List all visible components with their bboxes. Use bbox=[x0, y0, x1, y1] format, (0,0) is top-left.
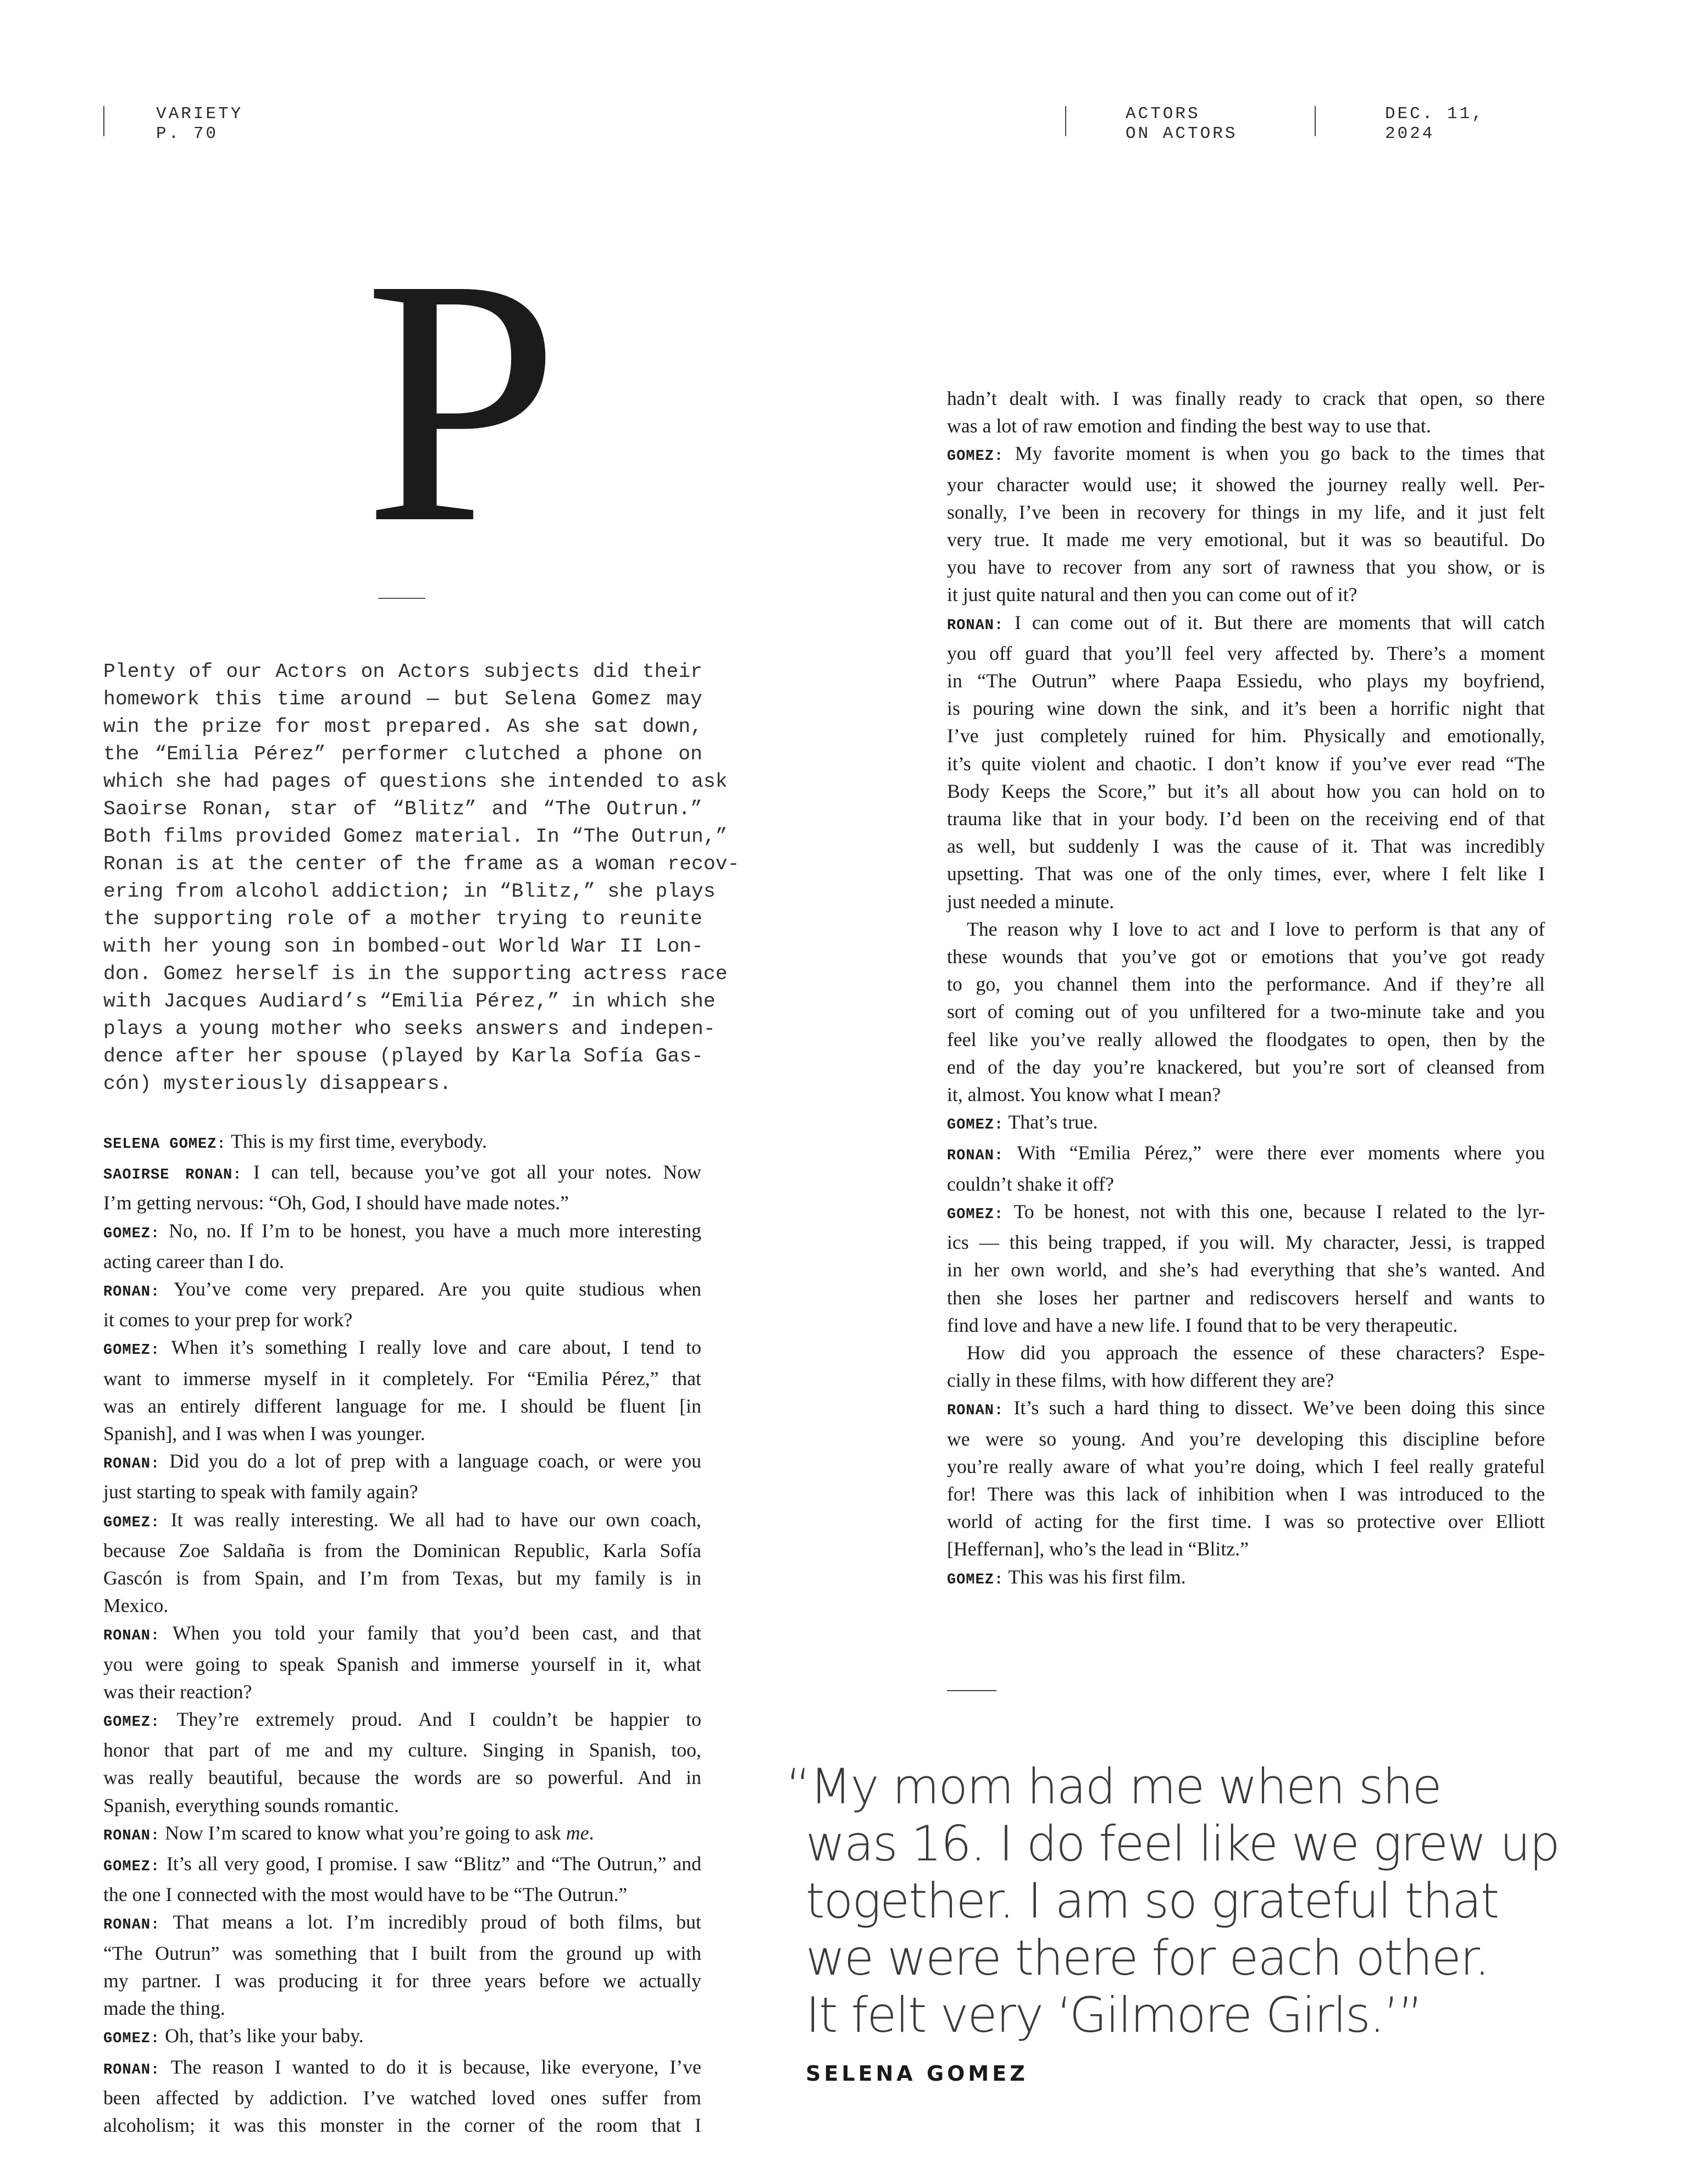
line-text: you were going to speak Spanish and immerse yourself in it, what bbox=[103, 1653, 701, 1675]
header-section bbox=[1126, 104, 1237, 144]
interview-line bbox=[103, 2084, 701, 2111]
interview-line bbox=[947, 581, 1545, 608]
interview-line bbox=[103, 1306, 701, 1333]
line-text: Mexico. bbox=[103, 1594, 169, 1617]
speaker-label: RONAN: bbox=[947, 1148, 1004, 1165]
interview-line bbox=[103, 1940, 701, 1967]
line-text: They’re extremely proud. And I couldn’t be happier to bbox=[176, 1708, 701, 1731]
interview-line bbox=[103, 1592, 701, 1619]
line-text: [Heffernan], who’s the lead in “Blitz.” bbox=[947, 1538, 1249, 1560]
line-text: How did you approach the essence of these characters? Espe- bbox=[967, 1341, 1545, 1364]
speaker-label: RONAN: bbox=[947, 617, 1004, 634]
interview-line bbox=[103, 1365, 701, 1392]
line-text: Gascón is from Spain, and I’m from Texas, but my family is in bbox=[103, 1567, 701, 1590]
speaker-label: RONAN: bbox=[947, 1403, 1004, 1420]
line-text: made the thing. bbox=[103, 1997, 225, 2020]
pull-quote-line: we were there for each other. bbox=[806, 1930, 1489, 1986]
line-text: you’re really aware of what you’re doing, which I feel really grateful bbox=[947, 1455, 1545, 1477]
line-text: been affected by addiction. I’ve watched loved ones suffer from bbox=[103, 2086, 701, 2109]
line-text: You’ve come very prepared. Are you quite studious when bbox=[173, 1278, 702, 1301]
interview-line bbox=[947, 750, 1545, 777]
speaker-label: RONAN: bbox=[103, 2061, 160, 2079]
speaker-label: GOMEZ: bbox=[103, 1514, 160, 1531]
interview-line bbox=[947, 1480, 1545, 1508]
intro-line: dence after her spouse (played by Karla Sofía Gas- bbox=[103, 1045, 703, 1068]
speaker-label: RONAN: bbox=[103, 1284, 160, 1301]
interview-line bbox=[947, 915, 1545, 943]
line-text: I can come out of it. But there are moments that will catch bbox=[1015, 611, 1545, 633]
interview-line bbox=[947, 667, 1545, 694]
interview-line bbox=[103, 1447, 701, 1478]
interview-line bbox=[947, 471, 1545, 498]
interview-line bbox=[947, 1394, 1545, 1425]
interview-line bbox=[947, 970, 1545, 998]
intro-line: with her young son in bombed-out World War II Lon- bbox=[103, 935, 703, 958]
speaker-label: RONAN: bbox=[103, 1917, 160, 1934]
interview-line bbox=[947, 1081, 1545, 1108]
pull-quote-line: together. I am so grateful that bbox=[806, 1872, 1499, 1929]
drop-cap: P bbox=[364, 207, 559, 596]
line-text: Did you do a lot of prep with a language coach, or were you bbox=[169, 1450, 701, 1472]
intro-line: the supporting role of a mother trying to reunite bbox=[103, 908, 702, 930]
line-text: it’s quite violent and chaotic. I don’t know if you’ve ever read “The bbox=[947, 752, 1545, 775]
line-text: cially in these films, with how different they are? bbox=[947, 1369, 1334, 1392]
interview-line bbox=[947, 1139, 1545, 1170]
speaker-label: RONAN: bbox=[103, 1456, 160, 1473]
interview-line bbox=[947, 385, 1545, 412]
intro-line: Ronan is at the center of the frame as a woman recov- bbox=[103, 853, 740, 875]
interview-line bbox=[103, 2053, 701, 2084]
interview-line bbox=[103, 1819, 701, 1850]
speaker-label: GOMEZ: bbox=[103, 1342, 160, 1359]
line-text: I’m getting nervous: “Oh, God, I should have made notes.” bbox=[103, 1192, 569, 1214]
intro-line: with Jacques Audiard’s “Emilia Pérez,” in which she bbox=[103, 990, 716, 1013]
line-text: to go, you channel them into the performance. And if they’re all bbox=[947, 973, 1545, 996]
line-text: When you told your family that you’d been cast, and that bbox=[172, 1622, 701, 1644]
interview-line bbox=[103, 1564, 701, 1592]
interview-line bbox=[947, 943, 1545, 970]
pull-quote-attribution: SELENA GOMEZ bbox=[806, 2061, 1028, 2086]
interview-line bbox=[103, 1678, 701, 1705]
line-text: upsetting. That was one of the only times, ever, where I felt like I bbox=[947, 863, 1545, 885]
line-text: Now I’m scared to know what you’re going to ask bbox=[165, 1821, 566, 1844]
line-text: very true. It made me very emotional, but it was so beautiful. Do bbox=[947, 529, 1545, 551]
interview-line bbox=[103, 1850, 701, 1881]
line-text: trauma like that in your body. I’d been on the receiving end of that bbox=[947, 808, 1545, 830]
speaker-label: RONAN: bbox=[103, 1827, 160, 1844]
interview-line bbox=[947, 888, 1545, 915]
interview-line bbox=[947, 1366, 1545, 1394]
drop-cap-rule bbox=[378, 598, 425, 599]
line-text: acting career than I do. bbox=[103, 1250, 284, 1272]
line-text: “The Outrun” was something that I built from the ground up with bbox=[103, 1942, 701, 1964]
intro-line: ering from alcohol addiction; in “Blitz,” she plays bbox=[103, 880, 716, 903]
interview-line bbox=[103, 1908, 701, 1939]
pull-quote-line: It felt very ‘Gilmore Girls.’” bbox=[806, 1987, 1422, 2043]
line-text: in “The Outrun” where Paapa Essiedu, who plays my boyfriend, bbox=[947, 670, 1545, 692]
speaker-label: GOMEZ: bbox=[947, 1117, 1004, 1134]
line-text: feel like you’ve really allowed the floodgates to open, then by the bbox=[947, 1028, 1545, 1051]
interview-line bbox=[103, 2022, 701, 2053]
line-text: No, no. If I’m to be honest, you have a much more interesting bbox=[169, 1219, 702, 1242]
emphasis-text: me bbox=[566, 1821, 589, 1844]
interview-line bbox=[103, 1650, 701, 1678]
interview-line bbox=[103, 1333, 701, 1364]
line-text: you have to recover from any sort of rawness that you show, or is bbox=[947, 556, 1545, 579]
interview-line bbox=[103, 1705, 701, 1736]
interview-line bbox=[947, 498, 1545, 526]
interview-line bbox=[103, 1537, 701, 1564]
line-text: end of the day you’re knackered, but you’re sort of cleansed from bbox=[947, 1055, 1545, 1078]
speaker-label: GOMEZ: bbox=[103, 1714, 160, 1731]
intro-line: Plenty of our Actors on Actors subjects did their bbox=[103, 660, 702, 683]
line-text: sonally, I’ve been in recovery for things in my life, and it just felt bbox=[947, 501, 1545, 523]
line-text: Oh, that’s like your baby. bbox=[165, 2025, 364, 2047]
speaker-label: GOMEZ: bbox=[103, 2031, 160, 2048]
section-line-2: ON ACTORS bbox=[1126, 124, 1238, 143]
line-text: That’s true. bbox=[1008, 1111, 1098, 1133]
header-rule-left bbox=[103, 106, 104, 136]
interview-line bbox=[103, 1392, 701, 1420]
interview-line bbox=[103, 1967, 701, 1994]
line-text: then she loses her partner and rediscovers herself and wants to bbox=[947, 1286, 1545, 1309]
line-text: Body Keeps the Score,” but it’s all about how you can hold on to bbox=[947, 780, 1545, 802]
interview-line bbox=[947, 526, 1545, 553]
intro-line: cón) mysteriously disappears. bbox=[103, 1072, 452, 1095]
interview-line bbox=[947, 609, 1545, 640]
interview-line bbox=[103, 1189, 701, 1216]
line-text: my partner. I was producing it for three years before we actually bbox=[103, 1969, 701, 1992]
interview-line bbox=[103, 1881, 701, 1908]
interview-line bbox=[947, 553, 1545, 581]
interview-line bbox=[947, 1229, 1545, 1256]
line-text: With “Emilia Pérez,” were there ever moments where you bbox=[1017, 1142, 1545, 1164]
line-text: your character would use; it showed the journey really well. Per- bbox=[947, 473, 1545, 496]
line-text: was really beautiful, because the words are so powerful. And in bbox=[103, 1766, 701, 1789]
intro-line: Saoirse Ronan, star of “Blitz” and “The Outrun.” bbox=[103, 798, 702, 820]
intro-line: which she had pages of questions she intended to ask bbox=[103, 770, 728, 793]
pull-quote-line: “My mom had me when she bbox=[786, 1758, 1441, 1815]
date-line-2: 2024 bbox=[1385, 124, 1435, 143]
interview-line bbox=[947, 1026, 1545, 1053]
intro-line: Both films provided Gomez material. In “The Outrun,” bbox=[103, 825, 728, 848]
line-text: My favorite moment is when you go back to the times that bbox=[1015, 442, 1545, 465]
line-text: for! There was this lack of inhibition when I was introduced to the bbox=[947, 1482, 1545, 1505]
line-text: Spanish], and I was when I was younger. bbox=[103, 1422, 425, 1445]
publication-name: VARIETY bbox=[156, 104, 243, 124]
interview-line bbox=[947, 1508, 1545, 1535]
interview-line bbox=[947, 1170, 1545, 1198]
interview-line bbox=[103, 1478, 701, 1505]
interview-line bbox=[947, 1256, 1545, 1283]
section-line-1: ACTORS bbox=[1126, 104, 1200, 124]
line-text: it comes to your prep for work? bbox=[103, 1309, 353, 1331]
line-text: That means a lot. I’m incredibly proud of both films, but bbox=[173, 1911, 701, 1933]
interview-line bbox=[103, 1619, 701, 1650]
line-text: because Zoe Saldaña is from the Dominican Republic, Karla Sofía bbox=[103, 1539, 701, 1561]
interview-line bbox=[947, 1535, 1545, 1563]
line-text: I can tell, because you’ve got all your notes. Now bbox=[253, 1161, 702, 1183]
date-line-1: DEC. 11, bbox=[1385, 104, 1484, 124]
line-text: It’s such a hard thing to dissect. We’ve been doing this since bbox=[1013, 1397, 1545, 1419]
line-text: I’ve just completely ruined for him. Physically and emotionally, bbox=[947, 725, 1545, 747]
line-text: as well, but suddenly I was the cause of it. That was incredibly bbox=[947, 835, 1545, 858]
interview-line bbox=[947, 412, 1545, 440]
header-rule-right bbox=[1315, 106, 1316, 136]
intro-line: plays a young mother who seeks answers and indepen- bbox=[103, 1018, 716, 1040]
interview-line bbox=[947, 640, 1545, 667]
line-text: just needed a minute. bbox=[947, 890, 1115, 913]
line-text: it just quite natural and then you can come out of it? bbox=[947, 583, 1357, 606]
interview-line bbox=[103, 1127, 701, 1158]
interview-line bbox=[947, 777, 1545, 805]
header-rule-mid bbox=[1065, 106, 1066, 136]
interview-line bbox=[947, 998, 1545, 1025]
interview-line bbox=[103, 1420, 701, 1447]
speaker-label: RONAN: bbox=[103, 1628, 160, 1645]
speaker-label: GOMEZ: bbox=[103, 1225, 160, 1242]
speaker-label: GOMEZ: bbox=[103, 1859, 160, 1876]
interview-line bbox=[103, 1994, 701, 2022]
interview-column-right bbox=[947, 385, 1545, 1594]
line-text: we were so young. And you’re developing this discipline before bbox=[947, 1427, 1545, 1450]
line-text: the one I connected with the most would have to be “The Outrun.” bbox=[103, 1883, 628, 1906]
speaker-label: SAOIRSE RONAN: bbox=[103, 1167, 242, 1184]
interview-line bbox=[947, 1453, 1545, 1480]
line-text: ics — this being trapped, if you will. My character, Jessi, is trapped bbox=[947, 1231, 1545, 1254]
line-text: To be honest, not with this one, because I related to the lyr- bbox=[1013, 1200, 1545, 1222]
line-text: The reason I wanted to do it is because, like everyone, I’ve bbox=[170, 2055, 701, 2078]
interview-line bbox=[947, 832, 1545, 860]
interview-line bbox=[103, 1792, 701, 1819]
line-text: you off guard that you’ll feel very affected by. There’s a moment bbox=[947, 642, 1545, 664]
line-text: It was really interesting. We all had to have our own coach, bbox=[170, 1508, 701, 1531]
intro-paragraph bbox=[103, 658, 740, 1098]
interview-line bbox=[947, 860, 1545, 887]
interview-line bbox=[103, 1158, 701, 1189]
page-number: P. 70 bbox=[156, 124, 219, 143]
pull-quote-line: was 16. I do feel like we grew up bbox=[806, 1815, 1559, 1872]
line-text: Spanish, everything sounds romantic. bbox=[103, 1794, 399, 1816]
speaker-label: GOMEZ: bbox=[947, 1206, 1004, 1223]
line-text: these wounds that you’ve got or emotions that you’ve got ready bbox=[947, 946, 1545, 968]
line-text: honor that part of me and my culture. Singing in Spanish, too, bbox=[103, 1739, 701, 1761]
speaker-label: SELENA GOMEZ: bbox=[103, 1136, 226, 1153]
line-text: sort of coming out of you unfiltered for a two-minute take and you bbox=[947, 1001, 1545, 1023]
line-text: is pouring wine down the sink, and it’s been a horrific night that bbox=[947, 697, 1545, 720]
line-text-after: . bbox=[589, 1821, 594, 1844]
line-text: This was his first film. bbox=[1008, 1565, 1186, 1588]
interview-line bbox=[103, 1764, 701, 1791]
line-text: was a lot of raw emotion and finding the best way to use that. bbox=[947, 415, 1431, 437]
interview-column-left bbox=[103, 1127, 701, 2139]
line-text: alcoholism; it was this monster in the corner of the room that I bbox=[103, 2114, 701, 2136]
intro-line: win the prize for most prepared. As she sat down, bbox=[103, 715, 702, 738]
header-publication bbox=[156, 104, 243, 144]
pull-quote-rule bbox=[947, 1690, 996, 1691]
line-text: When it’s something I really love and care about, I tend to bbox=[171, 1336, 701, 1359]
interview-line bbox=[947, 1563, 1545, 1594]
speaker-label: GOMEZ: bbox=[947, 448, 1004, 465]
interview-line bbox=[947, 440, 1545, 470]
intro-line: homework this time around — but Selena Gomez may bbox=[103, 688, 702, 710]
interview-line bbox=[947, 1284, 1545, 1311]
line-text: just starting to speak with family again? bbox=[103, 1481, 418, 1503]
pull-quote bbox=[786, 1758, 1559, 2044]
interview-line bbox=[947, 805, 1545, 832]
intro-line: the “Emilia Pérez” performer clutched a phone on bbox=[103, 743, 702, 765]
line-text: This is my first time, everybody. bbox=[230, 1130, 487, 1152]
interview-line bbox=[947, 1198, 1545, 1229]
interview-line bbox=[103, 2111, 701, 2139]
intro-line: don. Gomez herself is in the supporting actress race bbox=[103, 963, 728, 985]
line-text: it, almost. You know what I mean? bbox=[947, 1083, 1221, 1106]
interview-line bbox=[947, 1053, 1545, 1081]
interview-line bbox=[103, 1275, 701, 1306]
interview-line bbox=[103, 1248, 701, 1275]
interview-line bbox=[947, 1425, 1545, 1453]
line-text: world of acting for the first time. I was so protective over Elliott bbox=[947, 1510, 1545, 1533]
interview-line bbox=[947, 694, 1545, 722]
interview-line bbox=[947, 1108, 1545, 1139]
speaker-label: GOMEZ: bbox=[947, 1571, 1004, 1588]
line-text: hadn’t dealt with. I was finally ready to crack that open, so there bbox=[947, 387, 1545, 409]
interview-line bbox=[947, 1311, 1545, 1339]
interview-line bbox=[103, 1736, 701, 1764]
interview-line bbox=[103, 1506, 701, 1537]
interview-line bbox=[103, 1217, 701, 1248]
line-text: was an entirely different language for me. I should be fluent [in bbox=[103, 1394, 701, 1417]
line-text: The reason why I love to act and I love to perform is that any of bbox=[967, 918, 1545, 940]
line-text: in her own world, and she’s had everything that she’s wanted. And bbox=[947, 1259, 1545, 1281]
line-text: want to immerse myself in it completely. For “Emilia Pérez,” that bbox=[103, 1367, 701, 1390]
interview-line bbox=[947, 722, 1545, 749]
line-text: find love and have a new life. I found that to be very therapeutic. bbox=[947, 1314, 1458, 1336]
line-text: was their reaction? bbox=[103, 1680, 252, 1703]
line-text: It’s all very good, I promise. I saw “Blitz” and “The Outrun,” and bbox=[166, 1853, 702, 1875]
interview-line bbox=[947, 1339, 1545, 1366]
header-date bbox=[1385, 104, 1484, 144]
line-text: couldn’t shake it off? bbox=[947, 1172, 1114, 1195]
